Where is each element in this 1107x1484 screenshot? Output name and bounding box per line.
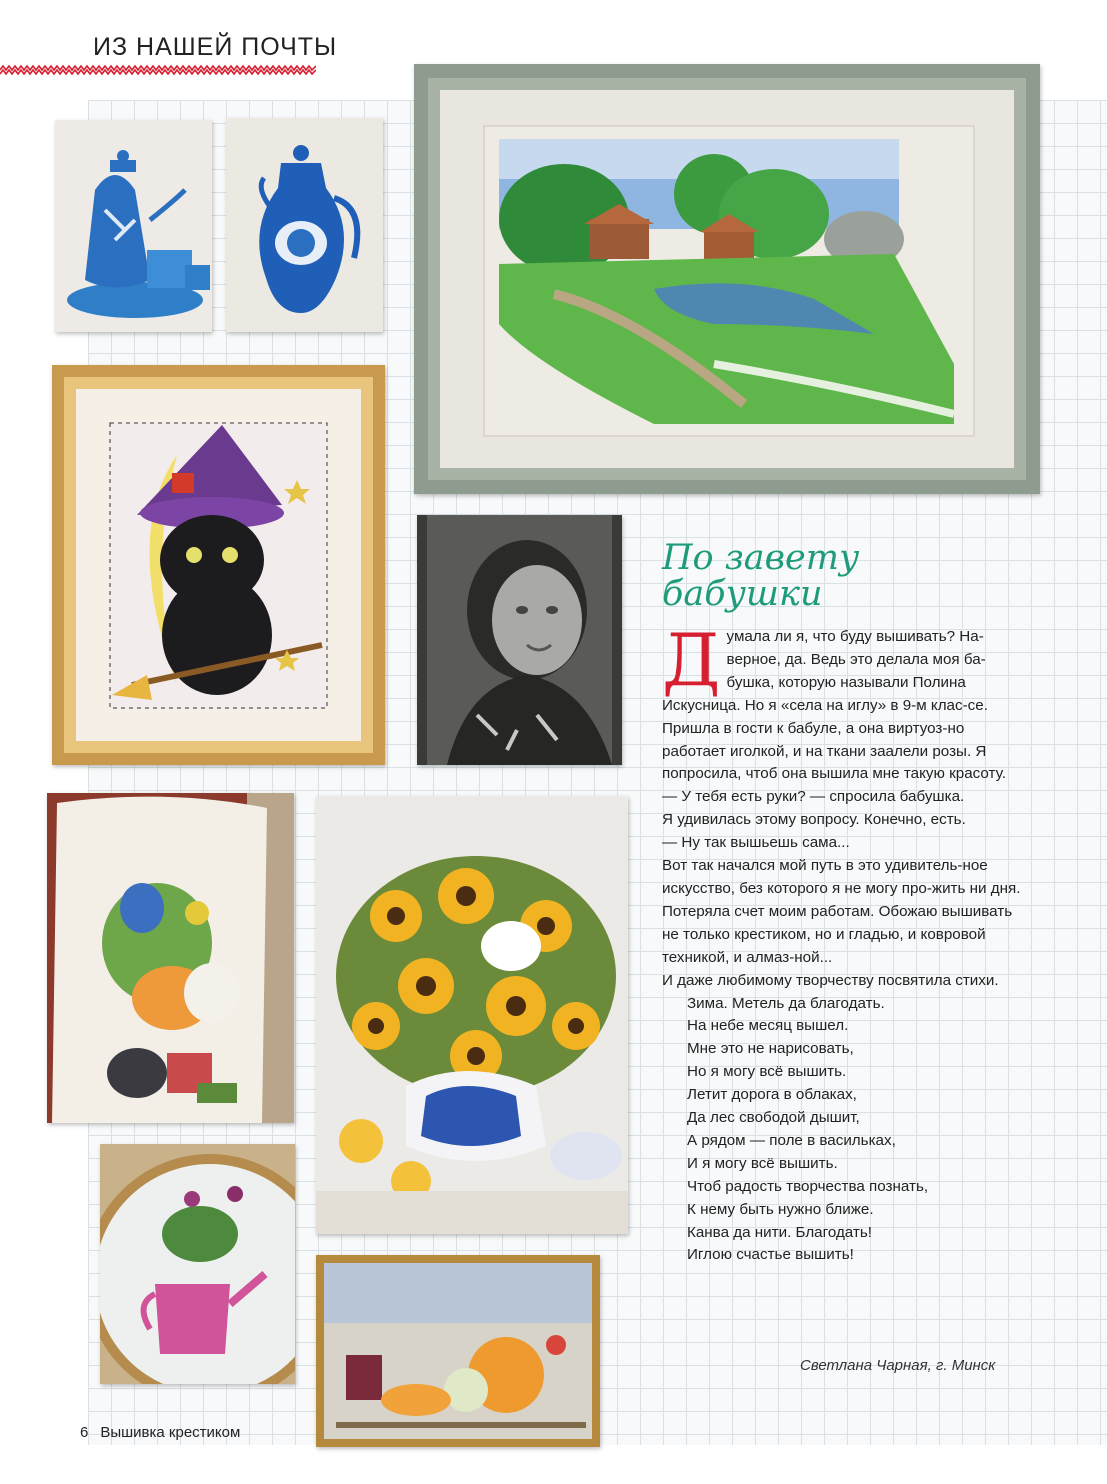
photo-blue-jug [226, 118, 383, 332]
poem-line: Канва да нити. Благодать! [687, 1223, 873, 1241]
article-paragraph: — Ну так вышьешь сама... [662, 834, 850, 852]
article-paragraph [662, 618, 1022, 786]
page-footer [80, 1424, 240, 1441]
poem-line: На небе месяц вышел. [687, 1017, 849, 1035]
page-number: 6 [80, 1424, 89, 1441]
drop-cap: Д [662, 618, 721, 702]
photo-watering-can-hoop [100, 1144, 295, 1384]
headline-line-2: бабушки [662, 574, 823, 614]
photo-blue-teapot-set [55, 120, 212, 332]
poem-line: Да лес свободой дышит, [687, 1109, 860, 1127]
poem-line: Иглою счастье вышить! [687, 1246, 854, 1264]
photo-cats-pillow [47, 793, 294, 1123]
magazine-name: Вышивка крестиком [100, 1424, 241, 1441]
headline-line-1: По завету [662, 538, 860, 578]
photo-sunflowers-vase [316, 796, 628, 1234]
zigzag-rule [0, 64, 316, 76]
photo-grandmother-portrait [417, 515, 622, 765]
poem-line: Чтоб радость творчества познать, [687, 1177, 929, 1195]
article-body [662, 618, 1022, 1267]
poem-line: Но я могу всё вышить. [687, 1063, 847, 1081]
photo-pumpkin-still-life [316, 1255, 600, 1447]
article-paragraph: Я удивилась этому вопросу. Конечно, есть. [662, 811, 966, 829]
photo-framed-landscape [414, 64, 1040, 494]
photo-cat-witch-framed [52, 365, 385, 765]
article-headline [662, 540, 859, 612]
article-paragraph: Вот так начался мой путь в это удивитель-ное искусство, без которого я не могу про-жить ни дня. Потеряла счет моим работам. Обожаю вышивать не только крестиком, но и гладью, и ковровой техникой, и алмаз-ной... [662, 857, 1021, 966]
poem [662, 993, 1022, 1268]
author-signature: Светлана Чарная, г. Минск [800, 1357, 996, 1374]
poem-line: Мне это не нарисовать, [687, 1040, 854, 1058]
poem-line: Летит дорога в облаках, [687, 1086, 857, 1104]
article-paragraph: И даже любимому творчеству посвятила стихи. [662, 971, 999, 989]
poem-line: И я могу всё вышить. [687, 1154, 838, 1172]
poem-line: А рядом — поле в васильках, [687, 1131, 896, 1149]
paragraph-text: умала ли я, что буду вышивать? На-верное, да. Ведь это делала моя ба-бушка, которую называли Полина Искусница. Но я «села на иглу» в 9-м клас-се. Пришла в гости к бабуле, а она виртуоз-но работает иголкой, и на ткани заалели розы. Я попросила, чтоб она вышила мне такую красоту. [662, 628, 1006, 783]
section-title: ИЗ НАШЕЙ ПОЧТЫ [93, 33, 338, 61]
poem-line: К нему быть нужно ближе. [687, 1200, 874, 1218]
article-paragraph: — У тебя есть руки? — спросила бабушка. [662, 788, 965, 806]
poem-line: Зима. Метель да благодать. [687, 994, 885, 1012]
